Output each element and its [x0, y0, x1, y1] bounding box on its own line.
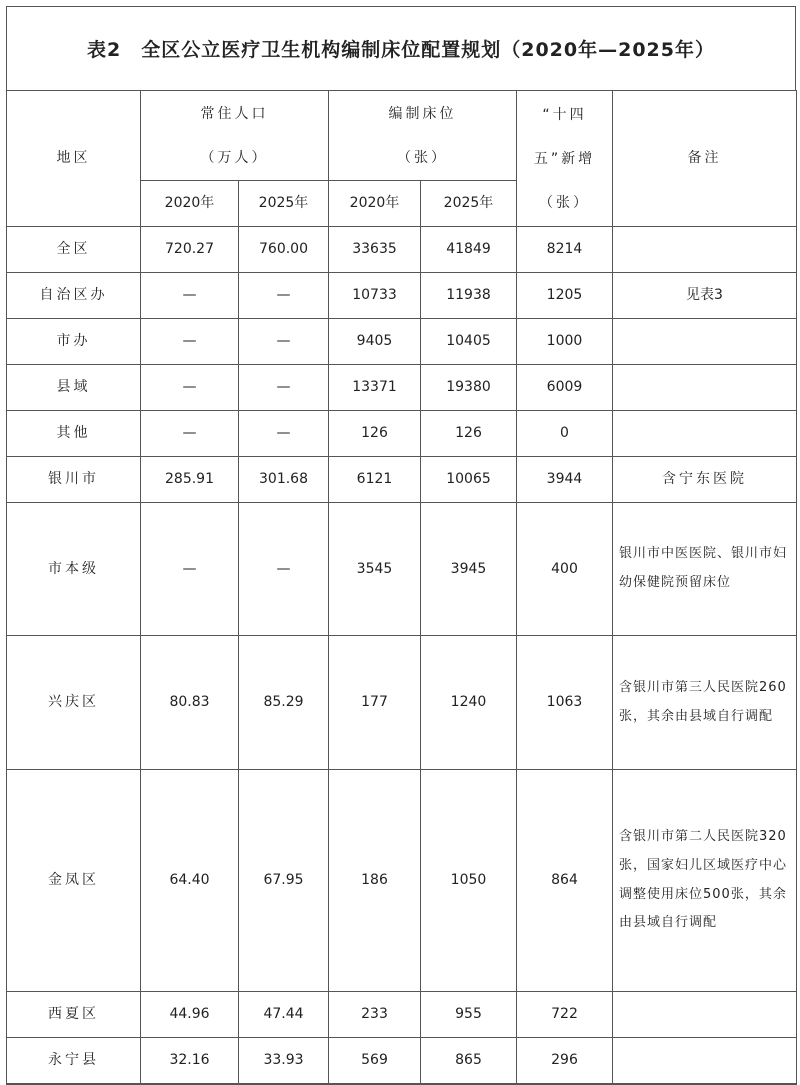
added-cell: 1063: [517, 636, 613, 770]
table-row: [7, 365, 797, 411]
table-row: [7, 770, 797, 992]
beds2020-cell: 177: [329, 636, 421, 770]
header-population-line1: 常住人口: [200, 105, 269, 122]
region-cell-empty: [7, 1084, 141, 1085]
header-population-line2: （万人）: [200, 149, 269, 166]
pop2020-cell: 720.27: [141, 227, 239, 273]
table-row: [7, 457, 797, 503]
header-new-line3: （张）: [539, 194, 590, 211]
region-cell: 其他: [7, 411, 141, 457]
header-new-line1: “十四: [542, 106, 587, 123]
header-beds-2020: 2020年: [329, 181, 421, 227]
pop2020-cell: —: [141, 273, 239, 319]
region-cell: 银川市: [7, 457, 141, 503]
pop2020-cell: 285.91: [141, 457, 239, 503]
header-remarks: 备注: [613, 91, 797, 227]
beds2025-cell: 41849: [421, 227, 517, 273]
added-cell-empty: [517, 1084, 613, 1085]
header-beds: [329, 91, 517, 181]
added-cell: 400: [517, 503, 613, 636]
beds2025-cell: 955: [421, 992, 517, 1038]
table-row: [7, 503, 797, 636]
remark-cell: [613, 365, 797, 411]
region-cell: 西夏区: [7, 992, 141, 1038]
added-cell: 722: [517, 992, 613, 1038]
pop2020-cell: 80.83: [141, 636, 239, 770]
remark-cell: [613, 1038, 797, 1084]
beds2020-cell: 569: [329, 1038, 421, 1084]
added-cell: 8214: [517, 227, 613, 273]
beds2020-cell: 33635: [329, 227, 421, 273]
added-cell: 0: [517, 411, 613, 457]
table-row: [7, 992, 797, 1038]
table-row: [7, 227, 797, 273]
table-row: [7, 411, 797, 457]
header-pop-2025: 2025年: [239, 181, 329, 227]
pop2025-cell: —: [239, 273, 329, 319]
pop2025-cell: 33.93: [239, 1038, 329, 1084]
remark-cell: 含银川市第二人民医院320张，国家妇儿区域医疗中心调整使用床位500张，其余由县域自行调配: [613, 770, 797, 992]
beds2025-cell: 10405: [421, 319, 517, 365]
pop2020-cell: 32.16: [141, 1038, 239, 1084]
remark-cell-empty: [613, 1084, 797, 1085]
region-cell: 全区: [7, 227, 141, 273]
pop2025-cell: —: [239, 319, 329, 365]
added-cell: 1000: [517, 319, 613, 365]
pop2025-cell: 760.00: [239, 227, 329, 273]
remark-cell: [613, 411, 797, 457]
pop2025-cell: 67.95: [239, 770, 329, 992]
header-pop-2020: 2020年: [141, 181, 239, 227]
beds2025-cell: 1050: [421, 770, 517, 992]
table-title: 表2 全区公立医疗卫生机构编制床位配置规划（2020年—2025年）: [6, 6, 796, 90]
pop2025-cell: 301.68: [239, 457, 329, 503]
beds2020-cell: 233: [329, 992, 421, 1038]
added-cell: 1205: [517, 273, 613, 319]
remark-cell: [613, 227, 797, 273]
beds2020-cell: 126: [329, 411, 421, 457]
region-cell: 兴庆区: [7, 636, 141, 770]
region-cell: 金凤区: [7, 770, 141, 992]
table-row: [7, 636, 797, 770]
document-page: [6, 6, 796, 1085]
pop2025-cell: 47.44: [239, 992, 329, 1038]
region-cell: 市办: [7, 319, 141, 365]
remark-cell: 银川市中医医院、银川市妇幼保健院预留床位: [613, 503, 797, 636]
pop2020-cell-empty: [141, 1084, 239, 1085]
added-cell: 296: [517, 1038, 613, 1084]
added-cell: 3944: [517, 457, 613, 503]
beds2025-cell: 1240: [421, 636, 517, 770]
table-row: [7, 319, 797, 365]
pop2020-cell: —: [141, 411, 239, 457]
region-cell: 市本级: [7, 503, 141, 636]
added-cell: 6009: [517, 365, 613, 411]
remark-cell: [613, 319, 797, 365]
remark-cell: [613, 992, 797, 1038]
header-beds-line1: 编制床位: [388, 105, 457, 122]
header-population: [141, 91, 329, 181]
beds2020-cell: 10733: [329, 273, 421, 319]
beds2025-cell: 11938: [421, 273, 517, 319]
remark-cell: 见表3: [613, 273, 797, 319]
region-cell: 自治区办: [7, 273, 141, 319]
beds2020-cell-empty: [329, 1084, 421, 1085]
region-cell: 永宁县: [7, 1038, 141, 1084]
beds2025-cell: 126: [421, 411, 517, 457]
pop2020-cell: —: [141, 319, 239, 365]
beds2025-cell-empty: [421, 1084, 517, 1085]
added-cell: 864: [517, 770, 613, 992]
beds2020-cell: 13371: [329, 365, 421, 411]
beds2025-cell: 865: [421, 1038, 517, 1084]
beds2025-cell: 3945: [421, 503, 517, 636]
table-row: [7, 1038, 797, 1084]
beds2020-cell: 6121: [329, 457, 421, 503]
beds2025-cell: 10065: [421, 457, 517, 503]
pop2025-cell: —: [239, 365, 329, 411]
pop2020-cell: 64.40: [141, 770, 239, 992]
header-beds-line2: （张）: [397, 149, 448, 166]
header-new-line2: 五”新增: [533, 150, 596, 167]
pop2025-cell: —: [239, 503, 329, 636]
pop2025-cell: 85.29: [239, 636, 329, 770]
header-row: [7, 91, 797, 181]
pop2020-cell: 44.96: [141, 992, 239, 1038]
region-cell: 县域: [7, 365, 141, 411]
beds2020-cell: 3545: [329, 503, 421, 636]
remark-cell: 含宁东医院: [613, 457, 797, 503]
pop2025-cell-empty: [239, 1084, 329, 1085]
bed-allocation-table: [6, 90, 797, 1085]
beds2020-cell: 186: [329, 770, 421, 992]
beds2025-cell: 19380: [421, 365, 517, 411]
remark-cell: 含银川市第三人民医院260张，其余由县域自行调配: [613, 636, 797, 770]
header-new-beds: [517, 91, 613, 227]
pop2020-cell: —: [141, 365, 239, 411]
pop2020-cell: —: [141, 503, 239, 636]
header-region: 地区: [7, 91, 141, 227]
header-beds-2025: 2025年: [421, 181, 517, 227]
table-row-partial: [7, 1084, 797, 1085]
table-row: [7, 273, 797, 319]
pop2025-cell: —: [239, 411, 329, 457]
beds2020-cell: 9405: [329, 319, 421, 365]
